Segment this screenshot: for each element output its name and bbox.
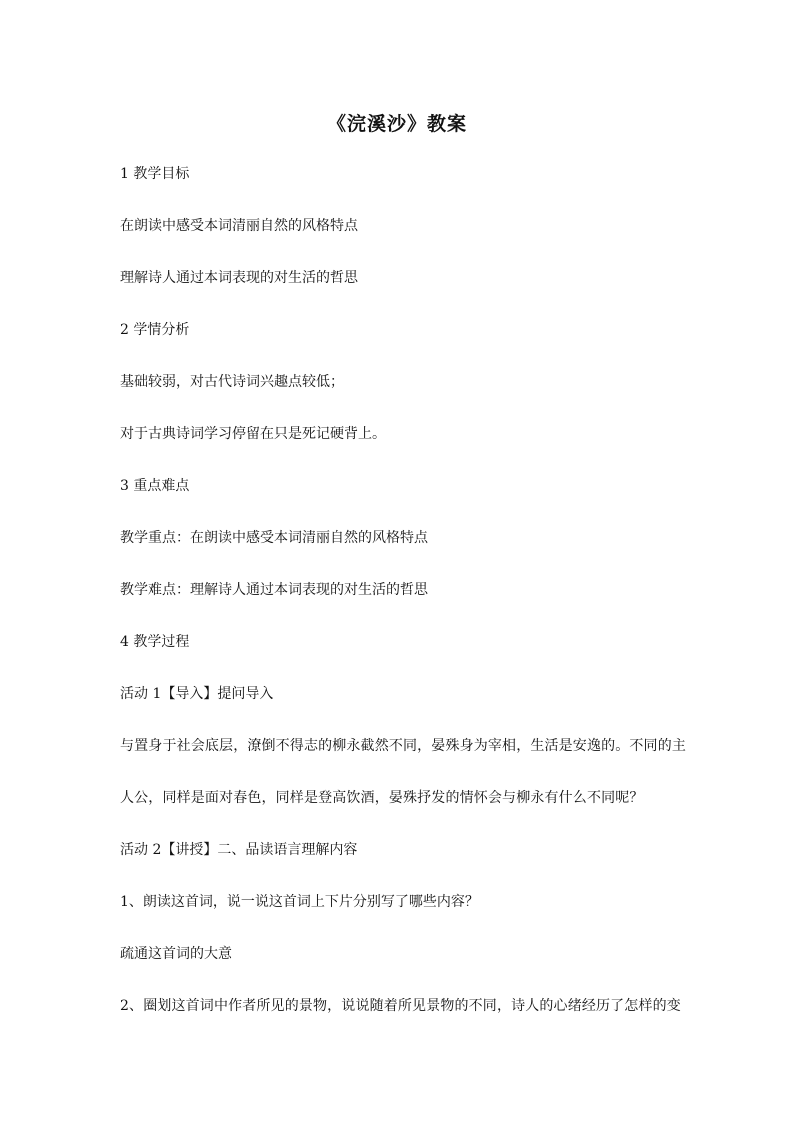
paragraph: 1、朗读这首词，说一说这首词上下片分别写了哪些内容？ [120, 894, 479, 910]
section-heading-key-points: 3 重点难点 [120, 478, 190, 494]
paragraph: 理解诗人通过本词表现的对生活的哲思 [120, 270, 358, 286]
activity-heading: 活动 2【讲授】二、品读语言理解内容 [120, 842, 358, 858]
paragraph: 教学难点：理解诗人通过本词表现的对生活的哲思 [120, 582, 428, 598]
paragraph: 与置身于社会底层，潦倒不得志的柳永截然不同，晏殊身为宰相，生活是安逸的。不同的主 [120, 738, 686, 754]
section-heading-teaching-goals: 1 教学目标 [120, 166, 190, 182]
paragraph: 疏通这首词的大意 [120, 946, 232, 962]
paragraph: 教学重点：在朗读中感受本词清丽自然的风格特点 [120, 530, 428, 546]
paragraph: 在朗读中感受本词清丽自然的风格特点 [120, 218, 358, 234]
paragraph: 基础较弱，对古代诗词兴趣点较低； [120, 374, 344, 390]
paragraph: 2、圈划这首词中作者所见的景物，说说随着所见景物的不同，诗人的心绪经历了怎样的变 [120, 998, 681, 1014]
document-title: 《浣溪沙》教案 [326, 113, 467, 135]
paragraph: 对于古典诗词学习停留在只是死记硬背上。 [120, 426, 386, 442]
paragraph: 人公，同样是面对春色，同样是登高饮酒，晏殊抒发的情怀会与柳永有什么不同呢？ [120, 790, 644, 806]
section-heading-student-analysis: 2 学情分析 [120, 322, 190, 338]
section-heading-teaching-process: 4 教学过程 [120, 634, 190, 650]
activity-heading: 活动 1【导入】提问导入 [120, 686, 274, 702]
